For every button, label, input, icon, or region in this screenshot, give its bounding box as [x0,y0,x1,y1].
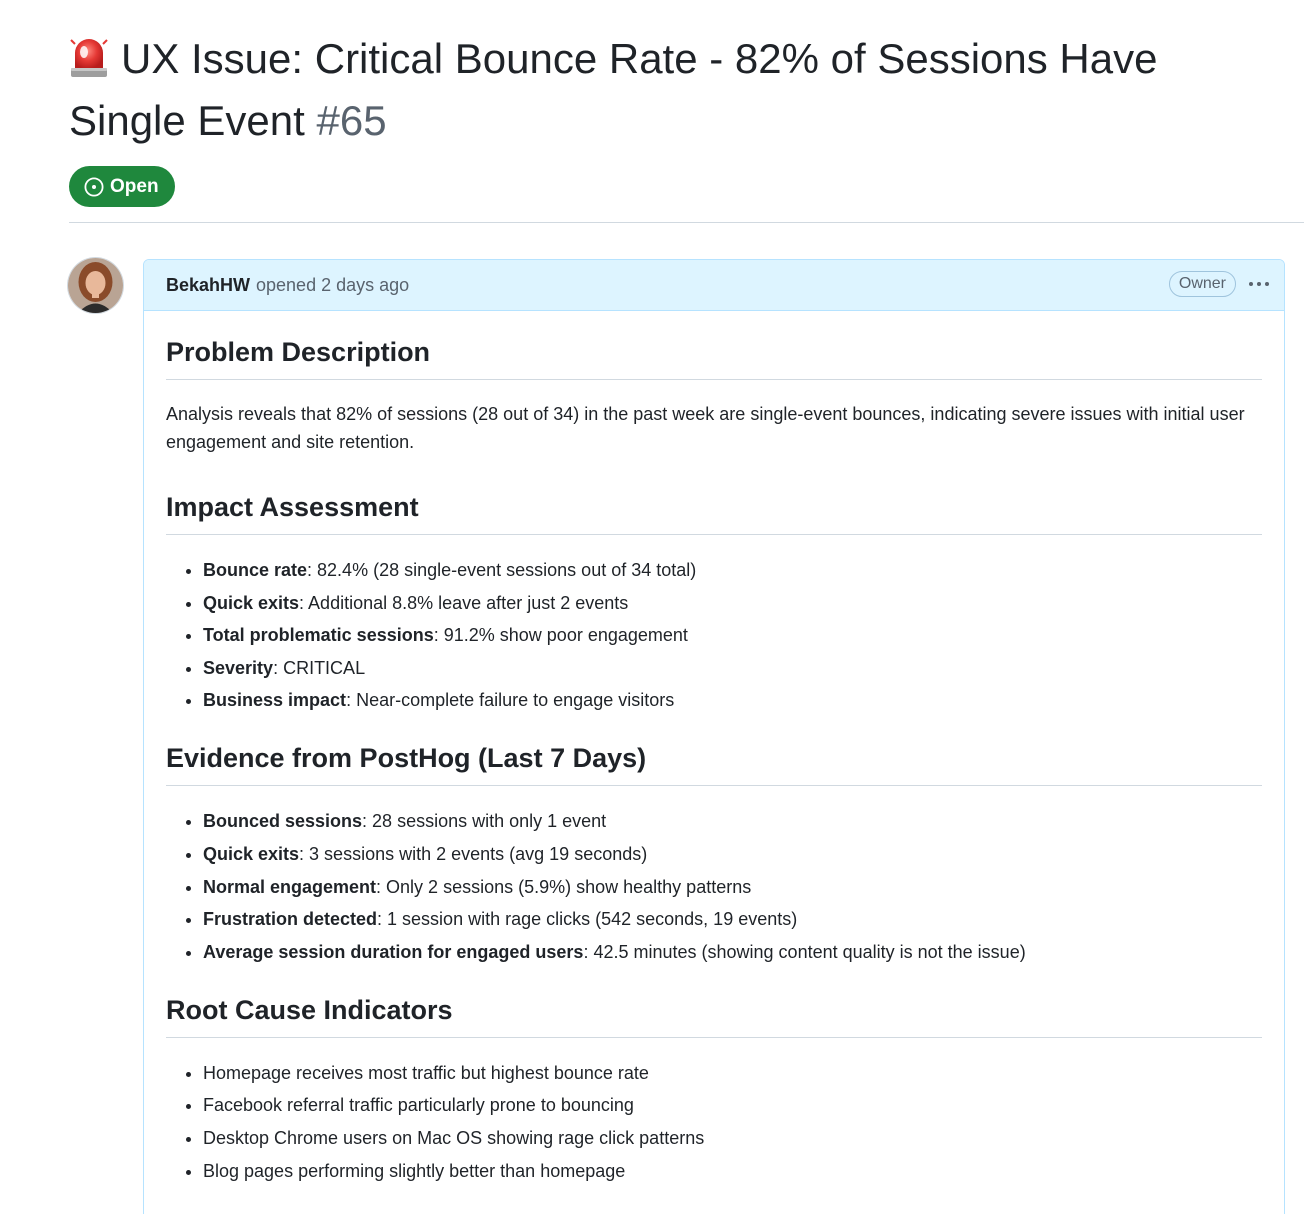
comment-timestamp: opened 2 days ago [256,274,410,295]
avatar[interactable] [68,258,123,313]
list-item: • Homepage receives most traffic but highest bounce rate [203,1062,1262,1084]
comment-author[interactable]: BekahHW [166,274,251,295]
section-heading-impact: Impact Assessment [166,490,1262,535]
list-item: • Blog pages performing slightly better than homepage [203,1160,1262,1182]
section-heading-evidence: Evidence from PostHog (Last 7 Days) [166,741,1262,786]
issue-header [69,28,1269,152]
owner-badge: Owner [1169,271,1236,297]
list-item: • Desktop Chrome users on Mac OS showing rage click patterns [203,1127,1262,1149]
list-item: • Facebook referral traffic particularly prone to bouncing [203,1094,1262,1116]
issue-title [69,28,1269,152]
issue-opened-icon [84,177,104,197]
problem-description-text: Analysis reveals that 82% of sessions (28 out of 34) in the past week are single-event bounces, indicating severe issues with initial user engagement and site retention. [166,404,1245,452]
list-item: • Average session duration for engaged users: 42.5 minutes (showing content quality is not the issue) [203,941,1262,963]
list-item: • Quick exits: Additional 8.8% leave after just 2 events [203,592,1262,614]
list-item: • Normal engagement: Only 2 sessions (5.9%) show healthy patterns [203,876,1262,898]
issue-state-badge [69,166,175,207]
list-item: • Business impact: Near-complete failure to engage visitors [203,689,1262,711]
comment-header [144,260,1284,311]
comment-body [144,335,1284,1182]
issue-number: #65 [316,97,387,144]
siren-icon [69,34,109,78]
section-heading-problem: Problem Description [166,335,1262,380]
evidence-list [166,810,1262,962]
list-item: • Bounced sessions: 28 sessions with only 1 event [203,810,1262,832]
issue-state-label: Open [110,175,159,197]
issue-title-text: UX Issue: Critical Bounce Rate - 82% of Sessions Have Single Event [69,35,1158,144]
header-divider [69,222,1304,223]
list-item: • Total problematic sessions: 91.2% show poor engagement [203,624,1262,646]
kebab-horizontal-icon [1248,281,1270,287]
list-item: • Severity: CRITICAL [203,657,1262,679]
section-heading-root-cause: Root Cause Indicators [166,993,1262,1038]
root-cause-list [166,1062,1262,1182]
comment-options-button[interactable] [1246,273,1272,295]
issue-comment [143,259,1285,1214]
impact-list [166,559,1262,711]
list-item: • Bounce rate: 82.4% (28 single-event sessions out of 34 total) [203,559,1262,581]
list-item: • Quick exits: 3 sessions with 2 events (avg 19 seconds) [203,843,1262,865]
list-item: • Frustration detected: 1 session with rage clicks (542 seconds, 19 events) [203,908,1262,930]
